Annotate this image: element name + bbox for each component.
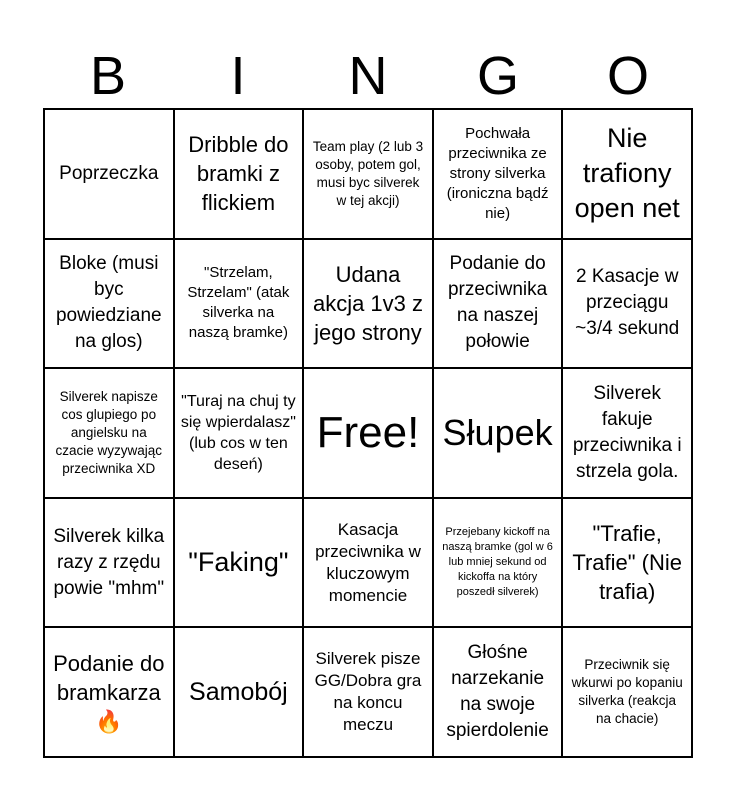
bingo-cell[interactable] bbox=[562, 109, 692, 239]
cell-text: Głośne narzekanie na swoje spierdolenie bbox=[446, 642, 549, 742]
cell-text: Poprzeczka bbox=[59, 162, 159, 184]
bingo-cell[interactable] bbox=[433, 498, 563, 628]
bingo-cell[interactable] bbox=[433, 109, 563, 239]
cell-text: Silverek kilka razy z rzędu powie "mhm" bbox=[53, 525, 165, 599]
bingo-cell[interactable] bbox=[44, 627, 174, 757]
cell-text: Team play (2 lub 3 osoby, potem gol, musi byc silverek w tej akcji) bbox=[312, 138, 424, 208]
bingo-cell[interactable] bbox=[44, 498, 174, 628]
bingo-cell[interactable] bbox=[433, 368, 563, 498]
title-letter-i: I bbox=[230, 46, 246, 106]
cell-text: Dribble do bramki z flickiem bbox=[188, 132, 289, 216]
cell-text: Free! bbox=[316, 407, 420, 457]
cell-text: "Faking" bbox=[188, 547, 289, 578]
title-letter-o: O bbox=[606, 46, 649, 106]
bingo-title bbox=[43, 46, 693, 106]
cell-text: Silverek pisze GG/Dobra gra na koncu meczu bbox=[314, 649, 422, 735]
cell-text: "Turaj na chuj ty się wpierdalasz" (lub cos w ten deseń) bbox=[180, 392, 296, 473]
cell-text: "Strzelam, Strzelam" (atak silverka na naszą bramke) bbox=[187, 264, 290, 342]
cell-text: Przeciwnik się wkurwi po kopaniu silverka (reakcja na chacie) bbox=[571, 657, 683, 727]
bingo-cell[interactable] bbox=[174, 368, 304, 498]
bingo-cell[interactable] bbox=[433, 239, 563, 369]
cell-text: "Trafie, Trafie" (Nie trafia) bbox=[572, 521, 683, 605]
bingo-cell[interactable] bbox=[44, 239, 174, 369]
cell-text: Nie trafiony open net bbox=[574, 123, 680, 224]
bingo-cell[interactable] bbox=[44, 109, 174, 239]
bingo-cell[interactable] bbox=[303, 239, 433, 369]
bingo-cell[interactable] bbox=[303, 109, 433, 239]
cell-text: Silverek fakuje przeciwnika i strzela gola. bbox=[572, 382, 682, 482]
bingo-board bbox=[43, 108, 693, 758]
bingo-cell[interactable] bbox=[562, 498, 692, 628]
cell-text: Podanie do bramkarza 🔥 bbox=[53, 650, 165, 734]
bingo-cell[interactable] bbox=[44, 368, 174, 498]
cell-text: Pochwała przeciwnika ze strony silverka (ironiczna bądź nie) bbox=[446, 124, 549, 222]
bingo-cell[interactable] bbox=[562, 627, 692, 757]
cell-text: Silverek napisze cos glupiego po angielsku na czacie wyzywając przeciwnika XD bbox=[55, 388, 163, 476]
bingo-cell[interactable] bbox=[174, 498, 304, 628]
bingo-cell[interactable] bbox=[433, 627, 563, 757]
title-letter-g: G bbox=[476, 46, 519, 106]
cell-text: Podanie do przeciwnika na naszej połowie bbox=[447, 253, 548, 353]
cell-text: 2 Kasacje w przeciągu ~3/4 sekund bbox=[575, 266, 680, 340]
bingo-cell[interactable] bbox=[174, 109, 304, 239]
bingo-cell[interactable] bbox=[303, 498, 433, 628]
title-letter-b: B bbox=[89, 46, 127, 106]
cell-text: Słupek bbox=[442, 411, 553, 453]
cell-text: Przejebany kickoff na naszą bramke (gol w 6 lub mniej sekund od kickoffa na który poszedł silverek) bbox=[442, 526, 553, 599]
cell-text: Udana akcja 1v3 z jego strony bbox=[312, 261, 424, 345]
cell-text: Kasacja przeciwnika w kluczowym momencie bbox=[315, 519, 421, 605]
bingo-cell[interactable] bbox=[303, 627, 433, 757]
title-letter-n: N bbox=[348, 46, 388, 106]
bingo-cell[interactable] bbox=[562, 368, 692, 498]
bingo-cell[interactable] bbox=[174, 627, 304, 757]
bingo-cell[interactable] bbox=[562, 239, 692, 369]
cell-text: Samobój bbox=[189, 677, 288, 706]
bingo-cell[interactable] bbox=[174, 239, 304, 369]
cell-text: Bloke (musi byc powiedziane na glos) bbox=[55, 253, 162, 353]
bingo-cell free-space[interactable] bbox=[303, 368, 433, 498]
